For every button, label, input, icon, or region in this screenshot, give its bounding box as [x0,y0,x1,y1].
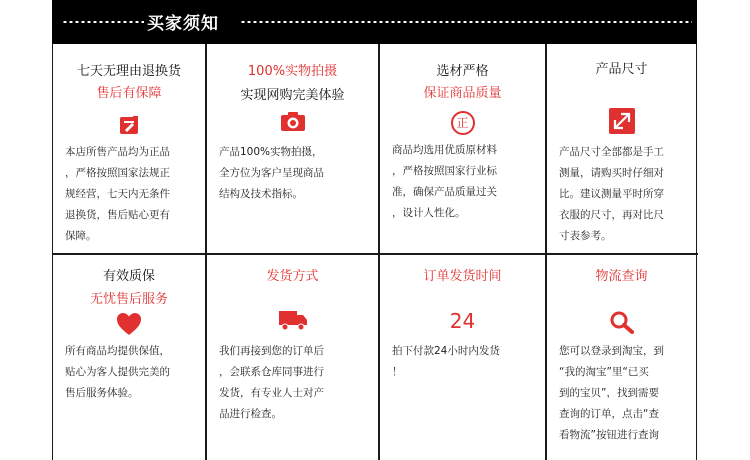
edit-icon [117,114,141,140]
truck-icon [278,309,308,335]
cell-title: 100%实物拍摄 [247,64,338,79]
cell-title: 订单发货时间 [423,269,502,284]
zheng-badge-icon [451,111,475,135]
cell-title: 产品尺寸 [595,62,648,77]
cell-title: 七天无理由退换货 [76,64,181,79]
resize-arrow-icon [609,108,635,138]
header-dots-left [62,21,144,23]
cell-subtitle: 保证商品质量 [423,86,502,101]
notice-cell-size [547,44,696,253]
hours-number: 24 [449,309,476,333]
cell-title: 物流查询 [595,269,648,284]
notice-cell-warranty [53,255,205,460]
notice-grid [52,44,697,460]
header-dots-right [240,21,692,23]
notice-cell-tracking [547,255,696,460]
cell-title: 发货方式 [266,269,319,284]
cell-description: 所有商品均提供保值， 贴心为客人提供完美的 售后服务体验。 [65,345,170,399]
page-title: 买家须知 [147,14,219,34]
cell-description: 我们再接到您的订单后 ，会联系仓库同事进行 发货，有专业人士对产 品进行检查。 [219,345,324,420]
heart-icon [116,312,142,340]
notice-cell-shipping-method [207,255,378,460]
search-icon [609,310,635,338]
cell-subtitle: 实现网购完美体验 [240,88,345,103]
notice-cell-ship-time [380,255,545,460]
cell-description: 产品100%实物拍摄， 全方位为客户呈现商品 结构及技术指标。 [219,146,324,200]
cell-title: 有效质保 [102,269,155,284]
notice-cell-real-photos [207,44,378,253]
badge-text: 正 [451,111,475,135]
cell-subtitle: 无忧售后服务 [89,292,168,307]
notice-cell-returns [53,44,205,253]
cell-title: 选材严格 [436,64,489,79]
cell-description: 商品均选用优质原材料 ，严格按照国家行业标 准，确保产品质量过关 ，设计人性化。 [392,144,497,219]
cell-description: 拍下付款24小时内发货 ！ [392,345,500,378]
cell-subtitle: 售后有保障 [96,86,162,101]
header-bar [52,0,697,44]
cell-description: 产品尺寸全部都是手工 测量，请购买时仔细对 比。建议测量平时所穿 衣服的尺寸，再对比尺 寸表参考。 [559,146,664,242]
camera-icon [280,110,306,136]
cell-description: 本店所售产品均为正品 ，严格按照国家法规正 规经营，七天内无条件 退换货，售后贴心更有 保障。 [65,146,170,242]
cell-description: 您可以登录到淘宝，到 “我的淘宝”里“已买 到的宝贝”，找到需要 查询的订单，点击“查 看物流”按钮进行查询 [559,345,664,441]
notice-cell-materials [380,44,545,253]
